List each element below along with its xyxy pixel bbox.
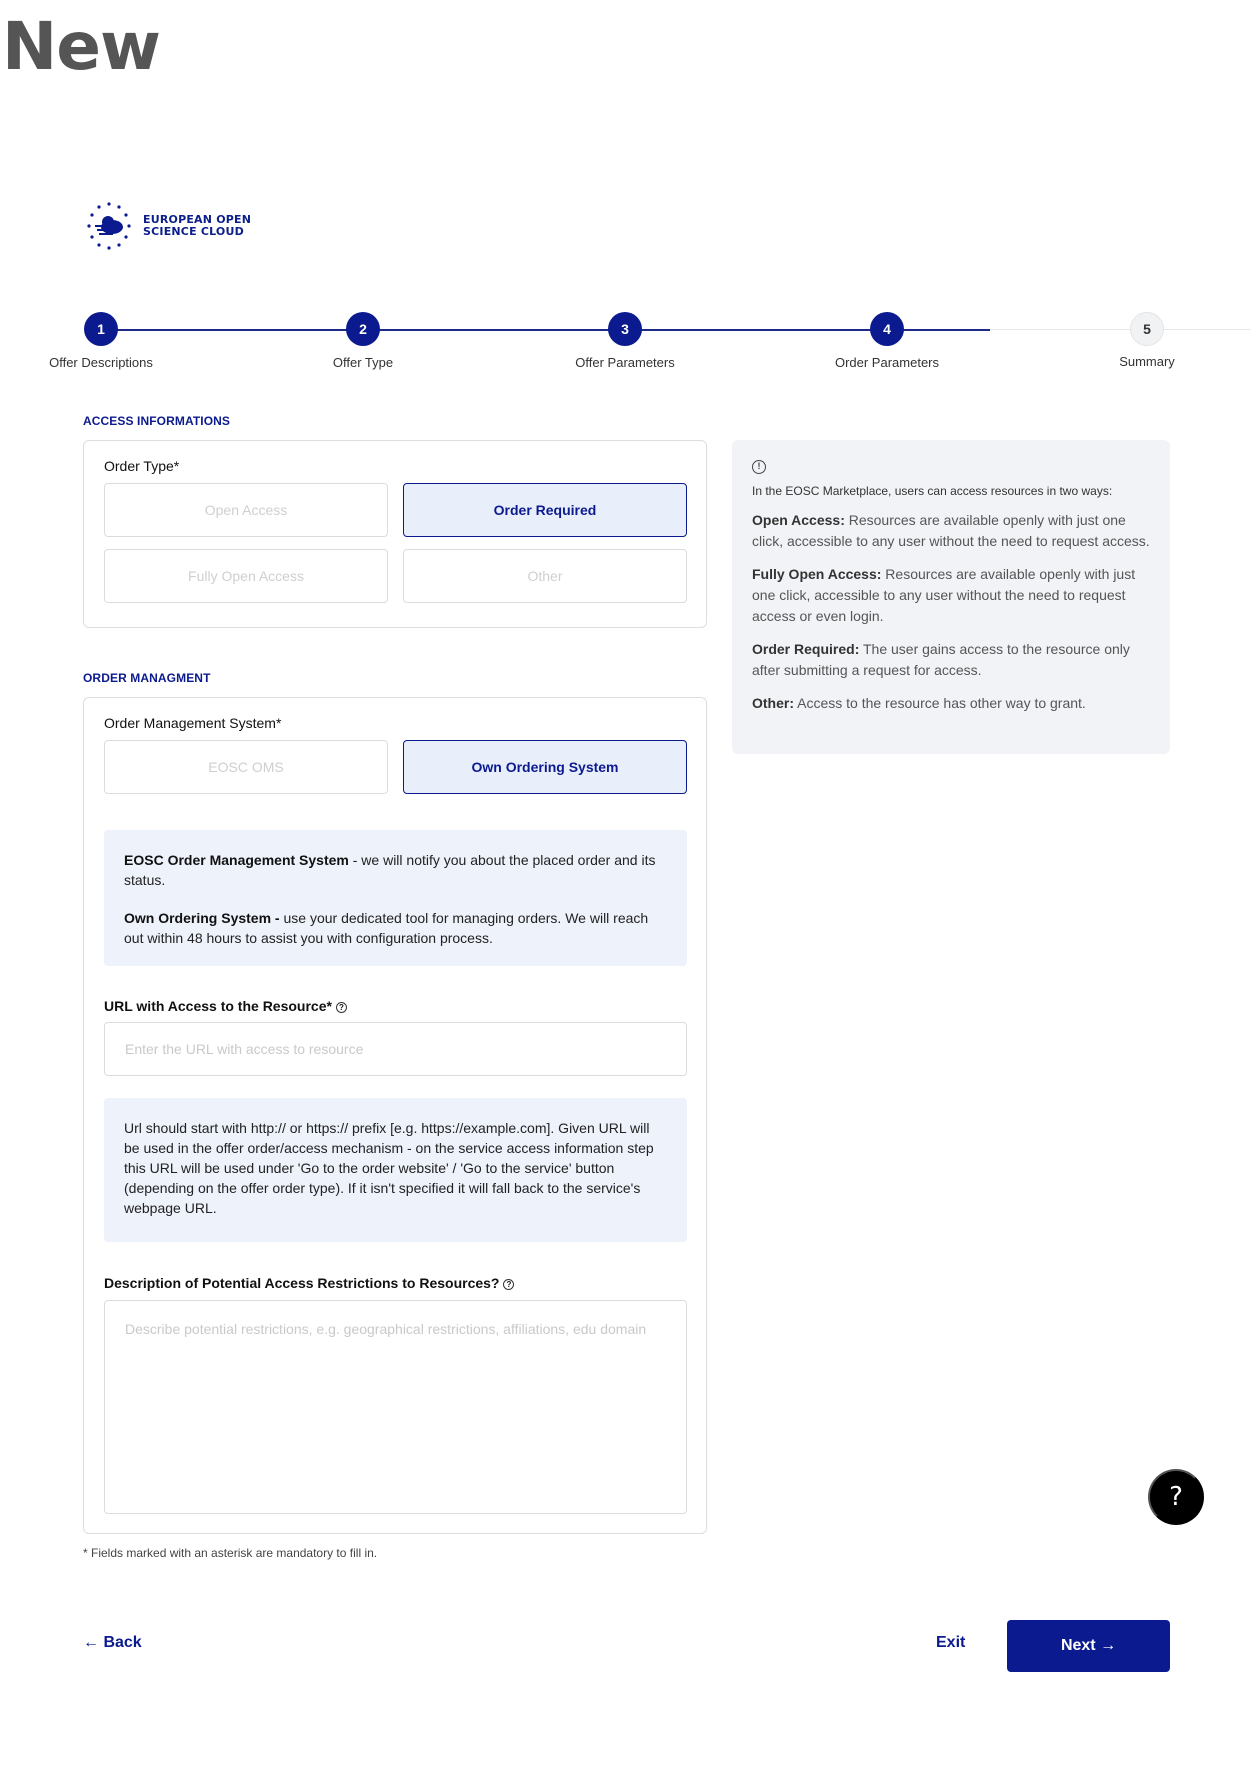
order-system-info — [104, 830, 687, 966]
page-title: New — [2, 8, 160, 85]
step-label: Offer Descriptions — [49, 355, 153, 370]
step-number: 1 — [84, 312, 118, 346]
panel-intro: In the EOSC Marketplace, users can access resources in two ways: — [752, 484, 1113, 498]
info-icon: ! — [752, 460, 766, 474]
panel-item-open-access: Open Access: Resources are available openly with just one click, accessible to any user without the need to request access. — [752, 512, 1150, 549]
own-system-title: Own Ordering System - — [124, 910, 280, 926]
logo-line-2: SCIENCE CLOUD — [143, 225, 244, 238]
step-number: 5 — [1130, 312, 1164, 346]
back-button[interactable]: ← Back — [83, 1634, 142, 1651]
step-summary[interactable] — [1067, 312, 1227, 369]
option-open-access[interactable]: Open Access — [104, 483, 388, 537]
step-offer-descriptions[interactable] — [21, 312, 181, 370]
help-button[interactable]: ? — [1148, 1469, 1204, 1525]
question-icon[interactable]: ? — [503, 1279, 514, 1290]
eosc-logo[interactable] — [81, 198, 251, 254]
option-order-required[interactable]: Order Required — [403, 483, 687, 537]
order-card — [83, 697, 707, 1534]
step-label: Offer Parameters — [575, 355, 675, 370]
progress-stepper — [0, 312, 1251, 372]
next-button[interactable]: Next → — [1007, 1620, 1170, 1672]
url-help-info: Url should start with http:// or https:// prefix [e.g. https://example.com]. Given URL will be used in the offer order/access mechanism - on the service access information step this URL will be used under 'Go to the order website' / 'Go to the service' button (depending on the offer order type). If it isn't specified it will fall back to the service's webpage URL. — [104, 1098, 687, 1242]
order-system-label: Order Management System* — [104, 715, 282, 731]
restrictions-textarea[interactable] — [104, 1300, 687, 1514]
eosc-stars-cloud-icon — [81, 198, 137, 254]
eosc-oms-text: - we will notify you about the placed order and its status. — [124, 852, 656, 888]
panel-item-fully-open-access: Fully Open Access: Resources are available openly with just one click, accessible to any user without the need to request access or even login. — [752, 566, 1136, 624]
mandatory-footnote: * Fields marked with an asterisk are mandatory to fill in. — [83, 1546, 378, 1560]
access-card — [83, 440, 707, 628]
step-number: 4 — [870, 312, 904, 346]
logo-line-1: EUROPEAN OPEN — [143, 213, 252, 226]
step-label: Order Parameters — [834, 355, 940, 370]
option-eosc-oms[interactable]: EOSC OMS — [104, 740, 388, 794]
option-fully-open-access[interactable]: Fully Open Access — [104, 549, 388, 603]
option-own-ordering-system[interactable]: Own Ordering System — [403, 740, 687, 794]
step-label: Offer Type — [332, 355, 394, 370]
step-number: 3 — [608, 312, 642, 346]
exit-button[interactable]: Exit — [936, 1634, 966, 1651]
question-icon[interactable]: ? — [336, 1002, 347, 1013]
url-input[interactable] — [104, 1022, 687, 1076]
url-label: URL with Access to the Resource* — [104, 998, 332, 1014]
option-other[interactable]: Other — [403, 549, 687, 603]
own-system-text: use your dedicated tool for managing orders. We will reach out within 48 hours to assist you with configuration process. — [124, 910, 649, 946]
access-info-panel — [732, 440, 1170, 754]
panel-item-order-required: Order Required: The user gains access to the resource only after submitting a request for access. — [752, 641, 1130, 678]
order-type-label: Order Type* — [104, 458, 180, 474]
step-number: 2 — [346, 312, 380, 346]
step-offer-type[interactable] — [283, 312, 443, 370]
eosc-oms-title: EOSC Order Management System — [124, 852, 349, 868]
section-title-access: ACCESS INFORMATIONS — [83, 414, 231, 428]
step-order-parameters[interactable] — [807, 312, 967, 370]
step-offer-parameters[interactable] — [545, 312, 705, 370]
section-title-order: ORDER MANAGMENT — [83, 671, 211, 685]
restrictions-label: Description of Potential Access Restrictions to Resources? — [104, 1275, 500, 1291]
step-label: Summary — [1119, 354, 1175, 369]
panel-item-other: Other: Access to the resource has other way to grant. — [752, 695, 1086, 711]
url-label-wrap — [104, 998, 347, 1014]
restrictions-label-wrap — [104, 1275, 514, 1291]
